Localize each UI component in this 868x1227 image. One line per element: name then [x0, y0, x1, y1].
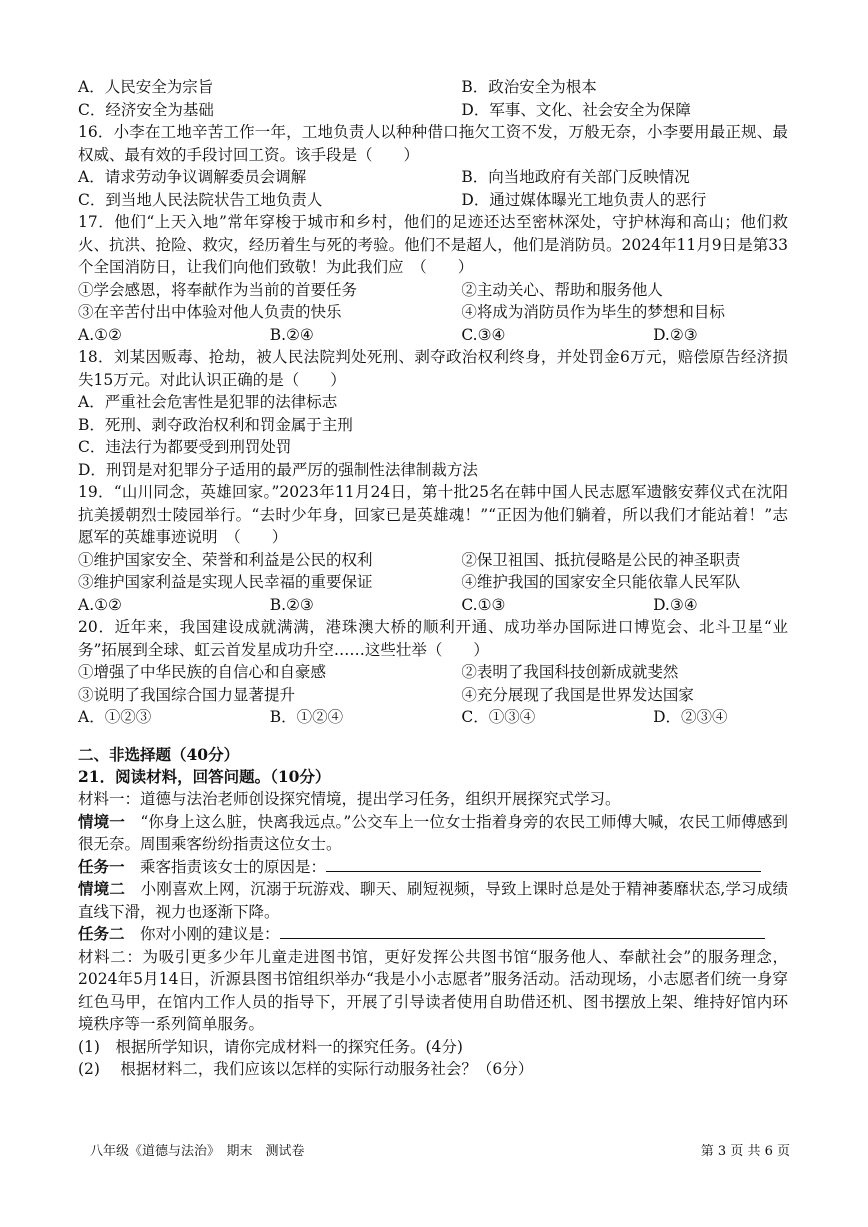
task-2-label: 任务二: [78, 924, 125, 943]
q20-item-4: ④充分展现了我国是世界发达国家: [461, 685, 694, 704]
material-2: 材料二：为吸引更多少年儿童走进图书馆，更好发挥公共图书馆“服务他人、奉献社会”的服务理念，2024年5月14日，沂源县图书馆组织举办“我是小小志愿者”服务活动。活动现场，小志愿者们统一身穿红色马甲，在馆内工作人员的指导下，开展了引导读者使用自助借还机、图书摆放上架、维持好馆内环境秩序等一系列简单服务。: [78, 947, 788, 1033]
q20-item-2: ②表明了我国科技创新成就斐然: [461, 663, 679, 681]
q18-option-d: D．刑罚是对犯罪分子适用的最严厉的强制性法律制裁方法: [78, 460, 478, 479]
q19-items-row-2: [78, 571, 788, 594]
q15-option-b: B．政治安全为根本: [461, 78, 597, 96]
q17-item-2: ②主动关心、帮助和服务他人: [461, 280, 663, 299]
q17-option-a: A.①②: [78, 325, 122, 344]
exam-page: [78, 76, 788, 1081]
q16-options-row-1: [78, 166, 788, 189]
q17-item-4: ④将成为消防员作为毕生的梦想和目标: [461, 303, 725, 321]
q19-items-row-1: [78, 549, 788, 572]
q20-option-c: C．①③④: [461, 708, 536, 726]
task-1-text: 乘客指责该女士的原因是：: [124, 857, 327, 876]
task-2-answer-blank[interactable]: [280, 924, 765, 939]
q17-items-row-1: [78, 279, 788, 302]
q19-option-a: A.①②: [78, 595, 122, 614]
q15-option-d: D．军事、文化、社会安全为保障: [461, 100, 691, 119]
q18-stem: 18．刘某因贩毒、抢劫，被人民法院判处死刑、剥夺政治权利终身，并处罚金6万元，赔偿原告经济损失15万元。对此认识正确的是（ ）: [78, 348, 788, 389]
q17-option-d: D.②③: [653, 325, 698, 344]
sub-question-2: (2) 根据材料二，我们应该以怎样的实际行动服务社会？（6分）: [78, 1060, 534, 1078]
section-title: 二、非选择题（40分）: [78, 744, 240, 764]
q21-title: 21．阅读材料，回答问题。（10分）: [78, 766, 331, 786]
q15-options-row-1: [78, 76, 788, 99]
q17-option-b: B.②④: [269, 325, 314, 344]
scene-1-text: “你身上这么脏，快离我远点。”公交车上一位女士指着身旁的农民工师傅大喊，农民工师傅感到很无奈。周围乘客纷纷指责这位女士。: [78, 812, 788, 853]
scene-2-label: 情境二: [78, 879, 126, 898]
q16-option-a: A．请求劳动争议调解委员会调解: [78, 168, 307, 186]
task-1-label: 任务一: [78, 856, 125, 876]
q19-option-c: C.①③: [461, 595, 506, 614]
q19-option-d: D.③④: [653, 595, 698, 614]
q17-item-1: ①学会感恩，将奉献作为当前的首要任务: [78, 280, 358, 299]
q19-options-row: [78, 594, 788, 617]
q20-item-1: ①增强了中华民族的自信心和自豪感: [78, 663, 327, 681]
task-2: [78, 923, 788, 946]
q15-option-c: C．经济安全为基础: [78, 100, 214, 119]
scene-2: [78, 878, 788, 923]
q19-item-2: ②保卫祖国、抵抗侵略是公民的神圣职责: [461, 550, 741, 569]
q20-item-3: ③说明了我国综合国力显著提升: [78, 685, 296, 704]
q16-option-b: B．向当地政府有关部门反映情况: [461, 168, 690, 186]
task-1-answer-blank[interactable]: [326, 857, 761, 872]
q20-option-d: D．②③④: [653, 708, 728, 726]
q17-options-row: [78, 324, 788, 347]
scene-1-label: 情境一: [78, 811, 125, 831]
scene-2-text: 小刚喜欢上网，沉溺于玩游戏、聊天、刷短视频，导致上课时总是处于精神萎靡状态,学习成绩直线下滑，视力也逐渐下降。: [78, 880, 788, 921]
q17-item-3: ③在辛苦付出中体验对他人负责的快乐: [78, 303, 342, 321]
q20-items-row-2: [78, 684, 788, 707]
q15-option-a: A．人民安全为宗旨: [78, 78, 214, 96]
sub-question-1: (1) 根据所学知识，请你完成材料一的探究任务。(4分): [78, 1037, 463, 1056]
page-footer: [90, 1140, 790, 1159]
q18-option-b: B．死刑、剥夺政治权利和罚金属于主刑: [78, 415, 353, 434]
q17-stem: 17．他们“上天入地”常年穿梭于城市和乡村，他们的足迹还达至密林深处，守护林海和高山；他们救火、抗洪、抢险、救灾，经历着生与死的考验。他们不是超人，他们是消防员。2024年11月9日是第33个全国消防日，让我们向他们致敬！为此我们应 （ ）: [78, 213, 788, 276]
q20-option-b: B．①②④: [269, 708, 344, 726]
q19-item-1: ①维护国家安全、荣誉和利益是公民的权利: [78, 550, 373, 569]
q20-items-row-1: [78, 661, 788, 684]
q16-option-c: C．到当地人民法院状告工地负责人: [78, 190, 323, 209]
task-2-text: 你对小刚的建议是：: [124, 925, 280, 943]
q19-item-4: ④维护我国的国家安全只能依靠人民军队: [461, 573, 741, 591]
q15-options-row-2: [78, 99, 788, 122]
material-1: 材料一：道德与法治老师创设探究情境，提出学习任务，组织开展探究式学习。: [78, 790, 621, 808]
footer-page-number: 第 3 页 共 6 页: [700, 1144, 790, 1159]
q18-option-c: C．违法行为都要受到刑罚处罚: [78, 438, 292, 456]
q20-options-row: [78, 706, 788, 729]
q16-options-row-2: [78, 189, 788, 212]
q18-option-a: A．严重社会危害性是犯罪的法律标志: [78, 393, 338, 411]
task-1: [78, 856, 788, 879]
q16-stem: 16．小李在工地辛苦工作一年，工地负责人以种种借口拖欠工资不发，万般无奈，小李要用最正规、最权威、最有效的手段讨回工资。该手段是（ ）: [78, 123, 788, 164]
q19-stem: 19．“山川同念，英雄回家。”2023年11月24日，第十批25名在韩中国人民志愿军遗骸安葬仪式在沈阳抗美援朝烈士陵园举行。“去时少年身，回家已是英雄魂！”“正因为他们躺着，所以我们才能站着！”志愿军的英雄事迹说明 （ ）: [78, 483, 788, 546]
q19-option-b: B.②③: [269, 595, 314, 614]
q20-stem: 20．近年来，我国建设成就满满，港珠澳大桥的顺利开通、成功举办国际进口博览会、北斗卫星“业务”拓展到全球、虹云首发星成功升空……这些壮举（ ）: [78, 618, 788, 659]
q20-option-a: A．①②③: [78, 708, 152, 726]
q17-items-row-2: [78, 301, 788, 324]
footer-exam-title: 八年级《道德与法治》 期末 测试卷: [90, 1144, 305, 1159]
q19-item-3: ③维护国家利益是实现人民幸福的重要保证: [78, 573, 373, 591]
q16-option-d: D．通过媒体曝光工地负责人的恶行: [461, 190, 707, 209]
q17-option-c: C.③④: [461, 325, 506, 344]
scene-1: [78, 811, 788, 856]
